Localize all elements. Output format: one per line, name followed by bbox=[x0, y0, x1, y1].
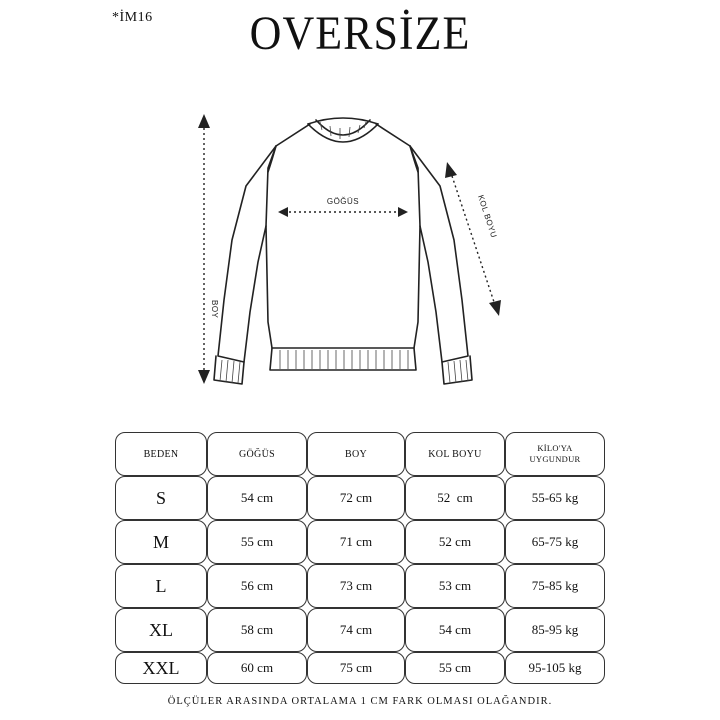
length-label: BOY bbox=[210, 300, 219, 319]
sleeve-cell: 55 cm bbox=[405, 652, 505, 684]
chest-cell: 60 cm bbox=[207, 652, 307, 684]
header-boy: BOY bbox=[307, 432, 405, 476]
weight-cell: 75-85 kg bbox=[505, 564, 605, 608]
chest-cell: 55 cm bbox=[207, 520, 307, 564]
weight-cell: 95-105 kg bbox=[505, 652, 605, 684]
length-cell: 75 cm bbox=[307, 652, 405, 684]
weight-cell: 65-75 kg bbox=[505, 520, 605, 564]
size-cell: XXL bbox=[115, 652, 207, 684]
length-cell: 71 cm bbox=[307, 520, 405, 564]
chest-label: GÖĞÜS bbox=[326, 197, 360, 206]
size-chart-table bbox=[115, 432, 605, 684]
size-cell: L bbox=[115, 564, 207, 608]
sleeve-label: KOL BOYU bbox=[476, 193, 499, 240]
weight-cell: 55-65 kg bbox=[505, 476, 605, 520]
header-kilo-line-2: UYGUNDUR bbox=[529, 454, 581, 464]
product-code: *İM16 bbox=[112, 10, 153, 25]
sleeve-cell: 52 cm bbox=[405, 520, 505, 564]
header-kol-boyu: KOL BOYU bbox=[405, 432, 505, 476]
header-gogus: GÖĞÜS bbox=[207, 432, 307, 476]
length-cell: 73 cm bbox=[307, 564, 405, 608]
chest-cell: 58 cm bbox=[207, 608, 307, 652]
header-kilo-line-1: KİLO'YA bbox=[537, 443, 573, 453]
sleeve-cell: 54 cm bbox=[405, 608, 505, 652]
sleeve-cell: 52 cm bbox=[405, 476, 505, 520]
chest-cell: 54 cm bbox=[207, 476, 307, 520]
measurement-note: ÖLÇÜLER ARASINDA ORTALAMA 1 CM FARK OLMASI OLAĞANDIR. bbox=[167, 696, 553, 707]
weight-cell: 85-95 kg bbox=[505, 608, 605, 652]
size-cell: M bbox=[115, 520, 207, 564]
sleeve-cell: 53 cm bbox=[405, 564, 505, 608]
length-cell: 72 cm bbox=[307, 476, 405, 520]
size-cell: XL bbox=[115, 608, 207, 652]
chest-cell: 56 cm bbox=[207, 564, 307, 608]
header-kilo bbox=[505, 432, 605, 476]
length-cell: 74 cm bbox=[307, 608, 405, 652]
size-cell: S bbox=[115, 476, 207, 520]
header-beden: BEDEN bbox=[115, 432, 207, 476]
page-title: OVERSİZE bbox=[249, 7, 471, 60]
